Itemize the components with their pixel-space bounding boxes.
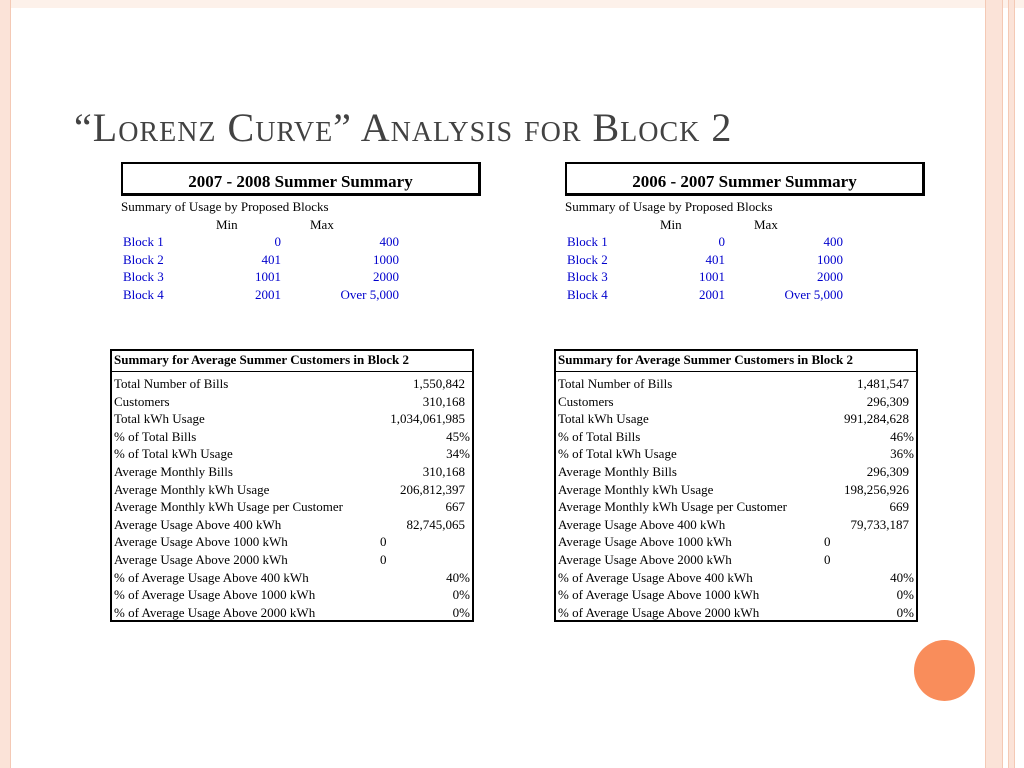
summary-row bbox=[556, 569, 916, 587]
block-max: 400 bbox=[379, 234, 399, 249]
summary-label: Average Monthly kWh Usage per Customer bbox=[558, 499, 788, 515]
block-min: 1001 bbox=[255, 269, 281, 284]
block-min: 401 bbox=[705, 251, 725, 267]
summary-row bbox=[556, 410, 916, 428]
summary-table-2007-2008 bbox=[110, 349, 474, 622]
summary-row bbox=[556, 375, 916, 393]
max-label: Max bbox=[310, 217, 334, 232]
block-min: 0 bbox=[718, 234, 725, 249]
summary-label: Total Number of Bills bbox=[114, 376, 229, 391]
block-row bbox=[121, 268, 501, 286]
summary-row bbox=[112, 604, 472, 622]
summary-row bbox=[556, 551, 916, 569]
summary-label: Average Usage Above 1000 kWh bbox=[558, 534, 732, 550]
block-name: Block 3 bbox=[567, 269, 608, 284]
summary-value: 0 bbox=[824, 551, 831, 567]
decorative-circle bbox=[914, 640, 975, 701]
summary-row bbox=[112, 533, 472, 551]
min-label: Min bbox=[660, 217, 682, 232]
block-row bbox=[565, 268, 945, 286]
summary-label: % of Total kWh Usage bbox=[558, 446, 677, 462]
summary-row bbox=[112, 445, 472, 463]
summary-label: Average Monthly kWh Usage bbox=[558, 481, 714, 497]
block-row bbox=[565, 233, 945, 251]
summary-label: Total Number of Bills bbox=[558, 376, 673, 391]
block-name: Block 4 bbox=[567, 286, 608, 302]
summary-value: 79,733,187 bbox=[850, 516, 909, 532]
summary-row bbox=[112, 586, 472, 604]
summary-label: % of Total Bills bbox=[558, 428, 641, 444]
summer-summary-header: 2006 - 2007 Summer Summary bbox=[565, 162, 925, 196]
block-name: Block 1 bbox=[567, 234, 608, 249]
summary-table-title: Summary for Average Summer Customers in Block 2 bbox=[112, 351, 472, 372]
summary-label: Average Monthly kWh Usage bbox=[114, 481, 270, 497]
block-name: Block 3 bbox=[123, 269, 164, 284]
summary-label: % of Total kWh Usage bbox=[114, 446, 233, 462]
summary-value: 296,309 bbox=[866, 393, 909, 409]
summary-value: 36% bbox=[890, 446, 914, 462]
block-min: 401 bbox=[261, 251, 281, 267]
summary-row bbox=[112, 463, 472, 481]
block-min: 0 bbox=[274, 234, 281, 249]
blocks-caption: Summary of Usage by Proposed Blocks bbox=[565, 199, 773, 214]
block-max: 2000 bbox=[817, 269, 843, 284]
block-name: Block 2 bbox=[123, 251, 164, 267]
block-row bbox=[121, 286, 501, 304]
summary-value: 82,745,065 bbox=[406, 516, 465, 532]
slide-top-band bbox=[10, 0, 1024, 8]
block-max: 1000 bbox=[373, 251, 399, 267]
summary-value: 46% bbox=[890, 428, 914, 444]
block-min: 1001 bbox=[699, 269, 725, 284]
summary-row bbox=[112, 410, 472, 428]
summary-row bbox=[556, 445, 916, 463]
min-label: Min bbox=[216, 217, 238, 232]
block-row bbox=[121, 251, 501, 269]
summary-value: 310,168 bbox=[422, 393, 465, 409]
summary-value: 206,812,397 bbox=[400, 481, 465, 497]
summary-label: % of Average Usage Above 1000 kWh bbox=[114, 587, 316, 603]
summary-value: 991,284,628 bbox=[844, 411, 909, 427]
summary-row bbox=[556, 604, 916, 622]
max-label: Max bbox=[754, 217, 778, 232]
summary-table-title: Summary for Average Summer Customers in Block 2 bbox=[556, 351, 916, 372]
summary-value: 310,168 bbox=[422, 463, 465, 479]
summary-label: Total kWh Usage bbox=[558, 411, 649, 427]
summary-label: Average Monthly Bills bbox=[114, 463, 233, 479]
summary-value: 0 bbox=[380, 534, 387, 550]
summary-row bbox=[112, 393, 472, 411]
summary-label: % of Average Usage Above 2000 kWh bbox=[114, 604, 316, 620]
summary-value: 1,481,547 bbox=[857, 376, 909, 391]
summary-label: % of Average Usage Above 2000 kWh bbox=[558, 604, 760, 620]
block-name: Block 1 bbox=[123, 234, 164, 249]
summary-row bbox=[112, 498, 472, 516]
summary-value: 296,309 bbox=[866, 463, 909, 479]
summary-row bbox=[112, 481, 472, 499]
summary-row bbox=[556, 481, 916, 499]
block-max: 2000 bbox=[373, 269, 399, 284]
block-name: Block 4 bbox=[123, 286, 164, 302]
summary-value: 0% bbox=[896, 604, 914, 620]
summary-label: % of Total Bills bbox=[114, 428, 197, 444]
block-max: 1000 bbox=[817, 251, 843, 267]
summary-label: Average Usage Above 400 kWh bbox=[558, 516, 726, 532]
summary-row bbox=[112, 375, 472, 393]
block-min: 2001 bbox=[255, 286, 281, 302]
summary-row bbox=[556, 428, 916, 446]
block-row bbox=[565, 251, 945, 269]
summary-row bbox=[112, 428, 472, 446]
block-max: 400 bbox=[823, 234, 843, 249]
slide-right-border bbox=[985, 0, 1003, 768]
summer-summary-header: 2007 - 2008 Summer Summary bbox=[121, 162, 481, 196]
blocks-panel-2006-2007 bbox=[565, 162, 945, 303]
summary-label: Total kWh Usage bbox=[114, 411, 205, 427]
summary-value: 1,550,842 bbox=[413, 376, 465, 391]
summary-value: 40% bbox=[446, 569, 470, 585]
blocks-panel-2007-2008 bbox=[121, 162, 501, 303]
summary-row bbox=[556, 463, 916, 481]
summary-label: Average Usage Above 400 kWh bbox=[114, 516, 282, 532]
summary-value: 198,256,926 bbox=[844, 481, 909, 497]
slide-right-border-thin bbox=[1008, 0, 1015, 768]
summary-row bbox=[112, 569, 472, 587]
summary-label: Average Monthly Bills bbox=[558, 463, 677, 479]
summary-label: Average Monthly kWh Usage per Customer bbox=[114, 499, 344, 515]
summary-value: 40% bbox=[890, 569, 914, 585]
summary-label: % of Average Usage Above 1000 kWh bbox=[558, 587, 760, 603]
slide-title: “Lorenz Curve” Analysis for Block 2 bbox=[74, 105, 733, 150]
summary-value: 0 bbox=[380, 551, 387, 567]
block-min: 2001 bbox=[699, 286, 725, 302]
summary-label: Customers bbox=[114, 393, 170, 409]
summary-row bbox=[112, 551, 472, 569]
summary-label: Customers bbox=[558, 393, 614, 409]
summary-row bbox=[556, 516, 916, 534]
block-row bbox=[121, 233, 501, 251]
summary-row bbox=[556, 533, 916, 551]
min-max-header bbox=[121, 216, 501, 233]
summary-value: 45% bbox=[446, 428, 470, 444]
blocks-caption: Summary of Usage by Proposed Blocks bbox=[121, 199, 329, 214]
summary-value: 0 bbox=[824, 534, 831, 550]
summary-value: 669 bbox=[889, 499, 909, 515]
summary-row bbox=[556, 498, 916, 516]
summary-row bbox=[556, 586, 916, 604]
summary-label: % of Average Usage Above 400 kWh bbox=[114, 569, 309, 585]
summary-table-2006-2007 bbox=[554, 349, 918, 622]
summary-value: 34% bbox=[446, 446, 470, 462]
summary-label: % of Average Usage Above 400 kWh bbox=[558, 569, 753, 585]
slide-left-border bbox=[0, 0, 11, 768]
block-max: Over 5,000 bbox=[340, 286, 399, 302]
summary-label: Average Usage Above 2000 kWh bbox=[558, 551, 732, 567]
block-row bbox=[565, 286, 945, 304]
summary-value: 1,034,061,985 bbox=[390, 411, 465, 427]
summary-value: 0% bbox=[452, 604, 470, 620]
min-max-header bbox=[565, 216, 945, 233]
summary-label: Average Usage Above 2000 kWh bbox=[114, 551, 288, 567]
summary-row bbox=[112, 516, 472, 534]
summary-value: 0% bbox=[896, 587, 914, 603]
block-name: Block 2 bbox=[567, 251, 608, 267]
summary-value: 0% bbox=[452, 587, 470, 603]
summary-label: Average Usage Above 1000 kWh bbox=[114, 534, 288, 550]
summary-value: 667 bbox=[445, 499, 465, 515]
block-max: Over 5,000 bbox=[784, 286, 843, 302]
summary-row bbox=[556, 393, 916, 411]
